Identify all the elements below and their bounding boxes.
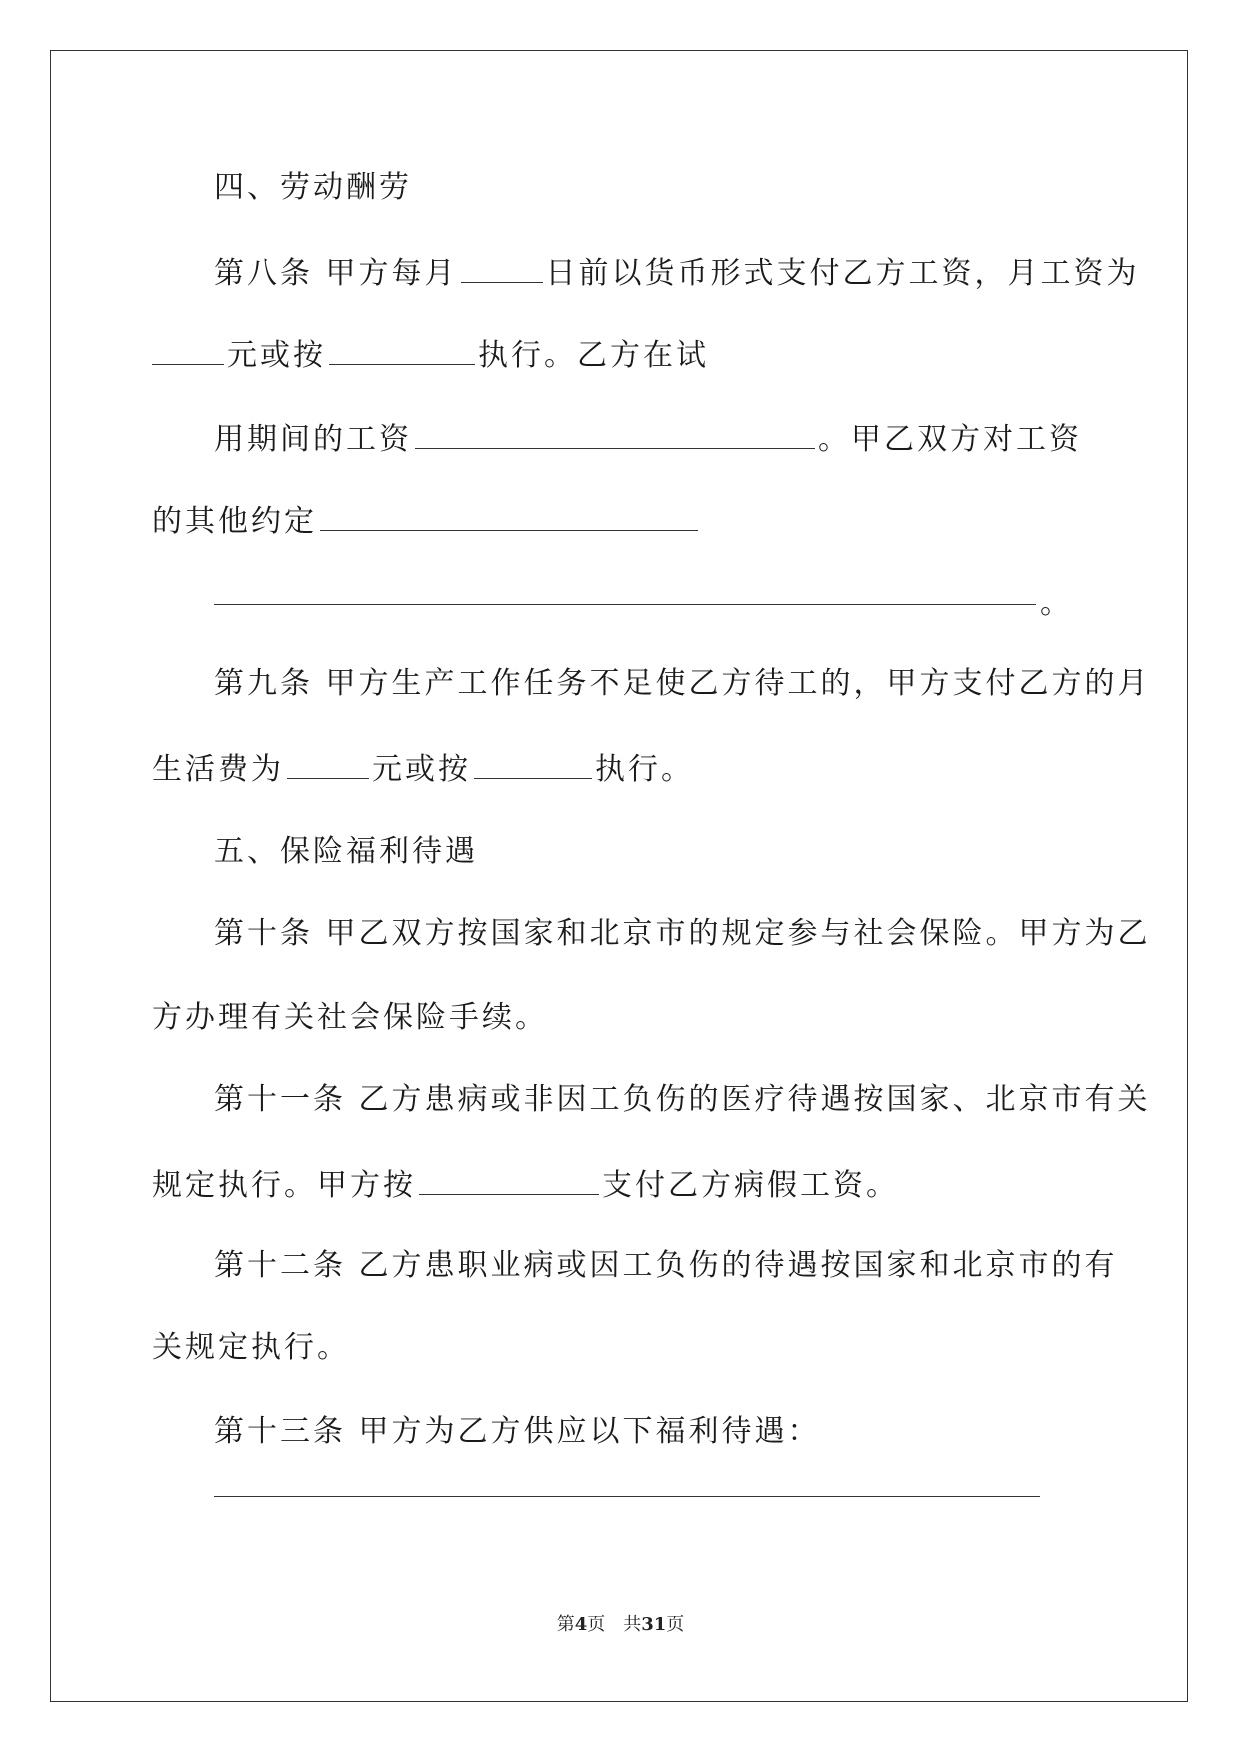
page-number: 4 bbox=[574, 1614, 588, 1635]
fill-line bbox=[214, 1496, 1040, 1497]
total-pages: 31 bbox=[641, 1614, 667, 1635]
footer-text: 页 bbox=[666, 1614, 685, 1635]
article-11-line-1 bbox=[214, 1080, 1151, 1120]
article-8-line-4 bbox=[152, 500, 701, 542]
text: 。甲乙双方对工资 bbox=[818, 422, 1082, 457]
text: 关规定执行。 bbox=[152, 1330, 350, 1365]
text: 元或按 bbox=[372, 752, 471, 787]
page-border bbox=[50, 50, 1188, 1702]
section-heading-5 bbox=[214, 832, 478, 872]
text: 生活费为 bbox=[152, 752, 284, 787]
article-9-line-1 bbox=[214, 664, 1151, 704]
text: 日前以货币形式支付乙方工资，月工资为 bbox=[545, 256, 1140, 291]
text: 规定执行。甲方按 bbox=[152, 1168, 416, 1203]
text: 方办理有关社会保险手续。 bbox=[152, 1000, 548, 1035]
text: 执行。 bbox=[595, 752, 694, 787]
section-heading-4 bbox=[214, 168, 412, 208]
text: 用期间的工资 bbox=[214, 422, 412, 457]
text: 支付乙方病假工资。 bbox=[602, 1168, 899, 1203]
period: 。 bbox=[1040, 586, 1070, 621]
text: 第九条 甲方生产工作任务不足使乙方待工的，甲方支付乙方的月 bbox=[214, 666, 1151, 701]
article-10-line-2 bbox=[152, 998, 548, 1038]
fill-line bbox=[214, 604, 1036, 605]
text: 第十二条 乙方患职业病或因工负伤的待遇按国家和北京市的有 bbox=[214, 1248, 1118, 1283]
text: 第十条 甲乙双方按国家和北京市的规定参与社会保险。甲方为乙 bbox=[214, 916, 1151, 951]
article-10-line-1 bbox=[214, 914, 1151, 954]
article-13-line-1 bbox=[214, 1412, 821, 1452]
text: 第十一条 乙方患病或非因工负伤的医疗待遇按国家、北京市有关 bbox=[214, 1082, 1151, 1117]
footer-text: 页 共 bbox=[587, 1614, 642, 1635]
fill-blank bbox=[152, 334, 224, 365]
text: 的其他约定 bbox=[152, 504, 317, 539]
fill-blank bbox=[461, 252, 543, 283]
footer-text: 第 bbox=[556, 1614, 575, 1635]
text: 第八条 甲方每月 bbox=[214, 256, 458, 291]
article-11-line-2 bbox=[152, 1164, 899, 1206]
fill-blank bbox=[419, 1164, 599, 1195]
fill-blank bbox=[415, 418, 815, 449]
article-12-line-1 bbox=[214, 1246, 1118, 1286]
fill-blank bbox=[329, 334, 475, 365]
fill-blank bbox=[287, 748, 369, 779]
fill-blank bbox=[320, 500, 698, 531]
text: 第十三条 甲方为乙方供应以下福利待遇： bbox=[214, 1414, 821, 1449]
page-footer bbox=[0, 1610, 1241, 1636]
article-12-line-2 bbox=[152, 1328, 350, 1368]
article-8-line-3 bbox=[214, 418, 1082, 460]
heading-text: 五、保险福利待遇 bbox=[214, 834, 478, 869]
article-8-line-2 bbox=[152, 334, 709, 376]
text: 执行。乙方在试 bbox=[478, 338, 709, 373]
article-8-line-1 bbox=[214, 252, 1140, 294]
text: 元或按 bbox=[227, 338, 326, 373]
heading-text: 四、劳动酬劳 bbox=[214, 170, 412, 205]
fill-blank bbox=[474, 748, 592, 779]
article-9-line-2 bbox=[152, 748, 694, 790]
